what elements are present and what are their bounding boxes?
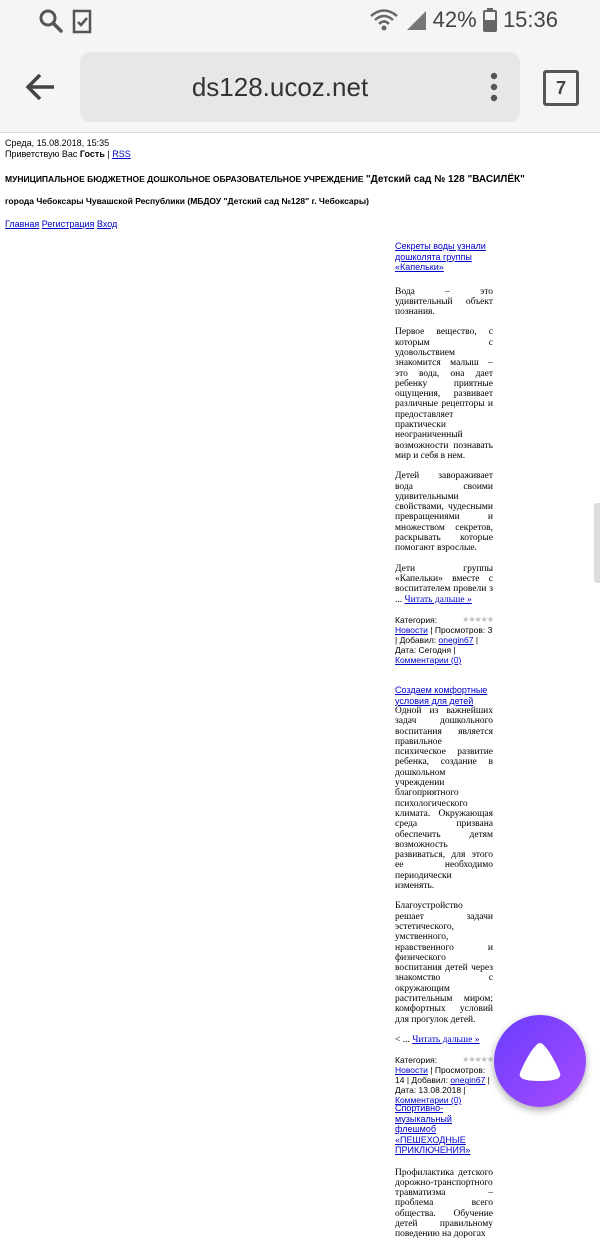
article-1: [395, 241, 493, 665]
greeting-line: Приветствую Вас Гость | RSS: [5, 149, 131, 159]
assistant-logo-icon: [494, 1015, 586, 1107]
article-meta: ★★★★★ Категория: Новости | Просмотров: 3 | Добавил: onegin67 | Дата: Сегодня | Комментарии (0): [395, 614, 493, 665]
url-text: ds128.ucoz.net: [191, 72, 369, 102]
read-more-link[interactable]: Читать дальше »: [404, 594, 472, 605]
guest-label: Гость: [79, 149, 105, 159]
page-header-info: [5, 138, 131, 160]
article-paragraph: Одной из важнейших задач дошкольного воспитания является правильное психическое развитие ребенка, создание в дошкольном учреждении благоприятного психологического климата. Окружающая среда призвана обеспечить детям возможность развиваться, для этого ее необходимо периодически изменять.: [395, 706, 493, 892]
more-vert-icon[interactable]: [490, 72, 498, 102]
date-line: Среда, 15.08.2018, 15:35: [5, 138, 110, 148]
clock: 15:36: [502, 7, 558, 33]
address-bar[interactable]: [80, 52, 520, 122]
article-title-link[interactable]: Секреты воды узнали дошколята группы «Капельки»: [395, 241, 486, 272]
article-paragraph: Вода – это удивительный объект познания.: [395, 286, 493, 318]
read-more-link[interactable]: Читать дальше »: [412, 1034, 480, 1045]
signal-icon: [405, 9, 427, 31]
voice-assistant-button[interactable]: [494, 1015, 586, 1107]
battery-percent: 42%: [432, 7, 477, 33]
back-arrow-icon[interactable]: [24, 70, 58, 104]
article-paragraph: < ... Читать дальше »: [395, 1034, 480, 1045]
article-paragraph: Первое вещество, с которым с удовольствием знакомится малыш – это вода, она дает ребенку приятные ощущения, развивает различные рецепторы и предоставляет практически неограниченный возможности познавать мир и себя в нем.: [395, 327, 493, 461]
nav-home-link[interactable]: Главная: [5, 219, 40, 229]
article-title-link[interactable]: Создаем комфортные условия для детей: [395, 685, 488, 706]
author-link[interactable]: onegin67: [438, 634, 474, 645]
article-3: [395, 1103, 493, 1240]
article-paragraph: Детей завораживает вода своими удивительными свойствами, чудесными превращениями и множеством секретов, раскрывать которые помогают взрослые.: [395, 471, 493, 554]
rating-stars: ★★★★★: [462, 614, 493, 624]
clipboard-check-icon: [72, 8, 92, 34]
comments-link[interactable]: Комментарии (0): [395, 1095, 462, 1106]
article-title-link[interactable]: Спортивно-музыкальный флешмоб «ПЕШЕХОДНЫЕ ПРИКЛЮЧЕНИЯ»: [395, 1103, 471, 1155]
article-2: [395, 685, 493, 1105]
nav-register-link[interactable]: Регистрация: [41, 219, 95, 229]
search-icon: [38, 8, 64, 34]
nav-login-link[interactable]: Вход: [96, 219, 118, 229]
org-subtitle: города Чебоксары Чувашской Республики (МБДОУ "Детский сад №128" г. Чебоксары): [5, 196, 369, 206]
rss-link[interactable]: RSS: [112, 149, 131, 159]
article-paragraph: Благоустройство решает задачи эстетического, умственного, нравственного и физического воспитания детей через знакомство с окружающим растительным миром; комфортных условий для прогулок детей.: [395, 901, 493, 1025]
site-nav: [5, 219, 117, 230]
status-bar: [0, 0, 600, 42]
wifi-icon: [370, 9, 398, 31]
tab-switcher-button[interactable]: 7: [543, 70, 579, 106]
rating-stars: ★★★★★: [462, 1055, 493, 1065]
author-link[interactable]: onegin67: [450, 1075, 486, 1086]
comments-link[interactable]: Комментарии (0): [395, 654, 462, 665]
org-title: МУНИЦИПАЛЬНОЕ БЮДЖЕТНОЕ ДОШКОЛЬНОЕ ОБРАЗОВАТЕЛЬНОЕ УЧРЕЖДЕНИЕ "Детский сад № 128 "ВАСИЛЁК": [5, 174, 525, 185]
status-right: [370, 6, 558, 33]
scrollbar[interactable]: [594, 503, 600, 583]
article-paragraph: Профилактика детского дорожно-транспортного травматизма – проблема всего общества. Обучение детей правильному поведению на дорогах: [395, 1167, 493, 1240]
article-meta: ★★★★★ Категория: Новости | Просмотров: 14 | Добавил: onegin67 | Дата: 13.08.2018 | Комментарии (0): [395, 1055, 493, 1106]
article-paragraph: Дети группы «Капельки» вместе с воспитателем провели з ... Читать дальше »: [395, 563, 493, 605]
category-link[interactable]: Новости: [395, 1065, 428, 1076]
battery-icon: [483, 8, 497, 32]
category-link[interactable]: Новости: [395, 624, 428, 635]
browser-toolbar: [0, 42, 600, 133]
